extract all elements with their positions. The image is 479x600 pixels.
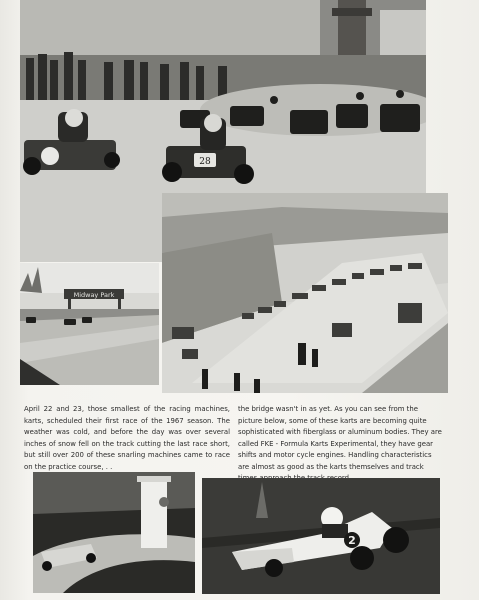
paddock-aerial-photo [162,193,448,393]
fkf-kart-photo [202,478,440,594]
article-caption [24,404,444,476]
lead-kart-number: 28 [199,157,211,167]
caption-right-column: the bridge wasn't in as yet. As you can see from the picture below, some of these karts are becoming quite sophisticated with fiberglass or aluminum bodies. They are called FKE - Formula Karts Experimental, they have gear shifts and motor cycle engines. Handling characteristics are almost as good as the karts themselves and track [238,405,442,471]
fkf-kart-number: 2 [348,534,356,547]
track-sign-text: Midway Park [73,291,115,299]
tower-corner-photo [33,472,195,593]
caption-left-column: April 22 and 23, those smallest of the racing machines, karts, scheduled their first race of the 1967 season. The weather was cold, and before the day was over several inches of snow fell on the track cutting the last race short, but still over 200 of these snarling machines came to race on the practice course, . . [24,405,230,471]
sign-corner-photo [20,263,159,385]
